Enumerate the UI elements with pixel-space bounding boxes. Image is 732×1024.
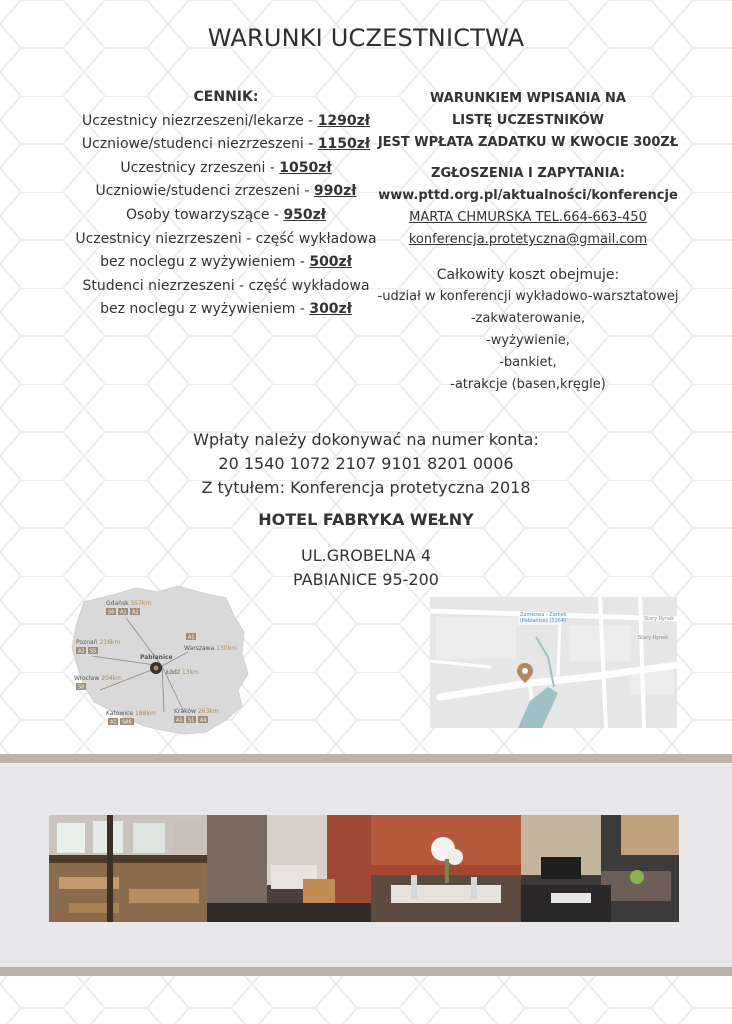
map-street-label: Stary Rynek <box>644 616 675 622</box>
bottom-divider-band <box>0 967 732 976</box>
price-item: bez noclegu z wyżywieniem - 300zł <box>100 301 352 318</box>
cost-item: -zakwaterowanie, <box>470 311 586 326</box>
svg-text:A4: A4 <box>200 717 207 724</box>
svg-text:S5: S5 <box>90 648 97 655</box>
road-badges <box>106 608 140 616</box>
address-city: PABIANICE 95-200 <box>293 570 439 589</box>
svg-text:A1: A1 <box>110 719 117 726</box>
poland-map <box>66 582 250 740</box>
svg-text:S86: S86 <box>122 719 132 726</box>
lobby-photo <box>207 815 371 922</box>
svg-text:S8: S8 <box>78 684 85 691</box>
costs-heading: Całkowity koszt obejmuje: <box>436 267 620 283</box>
registration-line: LISTĘ UCZESTNIKÓW <box>452 113 604 128</box>
payment-line: Wpłaty należy dokonywać na numer konta: <box>193 430 539 449</box>
payment-info <box>0 428 732 500</box>
svg-text:A1: A1 <box>176 717 183 724</box>
street-map[interactable] <box>430 597 677 728</box>
city-label: Warszawa 130km <box>184 645 237 652</box>
restaurant-photo <box>49 815 207 922</box>
city-label: Poznań 216km <box>76 639 121 646</box>
address-street: UL.GROBELNA 4 <box>301 546 431 565</box>
city-label: Katowice 188km <box>106 710 156 717</box>
city-label: Kraków 263km <box>174 708 219 715</box>
cost-item: -atrakcje (basen,kręgle) <box>450 377 606 392</box>
svg-text:A1: A1 <box>188 634 195 641</box>
hotel-photo-strip <box>49 815 679 922</box>
svg-text:A1: A1 <box>120 609 127 616</box>
cost-item: -udział w konferencji wykładowo-warsztatowej <box>377 289 679 304</box>
price-list-heading: CENNIK: <box>193 89 259 105</box>
page-title: WARUNKI UCZESTNICTWA <box>207 24 525 52</box>
svg-text:S1: S1 <box>188 717 195 724</box>
map-stop-label: (Pabianice) (3164) <box>520 618 566 624</box>
contact-heading: ZGŁOSZENIA I ZAPYTANIA: <box>431 166 625 181</box>
city-label: Gdańsk 357km <box>106 600 152 607</box>
price-item: Uczestnicy niezrzeszeni/lekarze - 1290zł <box>82 112 370 129</box>
dining-table-photo <box>371 815 521 922</box>
price-item: Osoby towarzyszące - 950zł <box>125 206 327 223</box>
price-item: Uczestnicy zrzeszeni - 1050zł <box>120 159 332 176</box>
svg-text:A2: A2 <box>78 648 85 655</box>
city-label: Pabianice <box>140 654 173 661</box>
svg-text:S6: S6 <box>108 609 115 616</box>
price-item: Uczniowe/studenci niezrzeszeni - 1150zł <box>81 136 371 153</box>
hotel-name: HOTEL FABRYKA WEŁNY <box>258 510 474 529</box>
payment-title: Z tytułem: Konferencja protetyczna 2018 <box>201 478 531 497</box>
email-link[interactable]: konferencja.protetyczna@gmail.com <box>408 232 648 247</box>
registration-line: JEST WPŁATA ZADATKU W KWOCIE 300ZŁ <box>377 135 679 150</box>
cost-item: -wyżywienie, <box>486 333 570 348</box>
map-stop-label: Zamkowa - Zamek <box>520 612 567 618</box>
account-number: 20 1540 1072 2107 9101 8201 0006 <box>218 454 514 473</box>
price-item: Studenci niezrzeszeni - część wykładowa <box>82 277 370 294</box>
hotel-room-photo <box>521 815 679 922</box>
cost-item: -bankiet, <box>499 355 557 370</box>
price-item: Uczniowie/studenci zrzeszeni - 990zł <box>95 183 357 200</box>
city-label: Łódź 13km <box>166 669 199 676</box>
website-link[interactable]: www.pttd.org.pl/aktualności/konferencje <box>378 188 678 203</box>
registration-info <box>345 88 711 396</box>
price-item: Uczestnicy niezrzeszeni - część wykładowa <box>75 230 377 247</box>
map-street-label: Stary Rynek <box>638 635 669 641</box>
top-divider-band <box>0 754 732 763</box>
registration-line: WARUNKIEM WPISANIA NA <box>430 91 626 106</box>
svg-text:A2: A2 <box>132 609 139 616</box>
contact-person-link[interactable]: MARTA CHMURSKA TEL.664-663-450 <box>409 210 647 225</box>
city-label: Wrocław 204km <box>74 675 122 682</box>
price-item: bez noclegu z wyżywieniem - 500zł <box>100 254 352 271</box>
